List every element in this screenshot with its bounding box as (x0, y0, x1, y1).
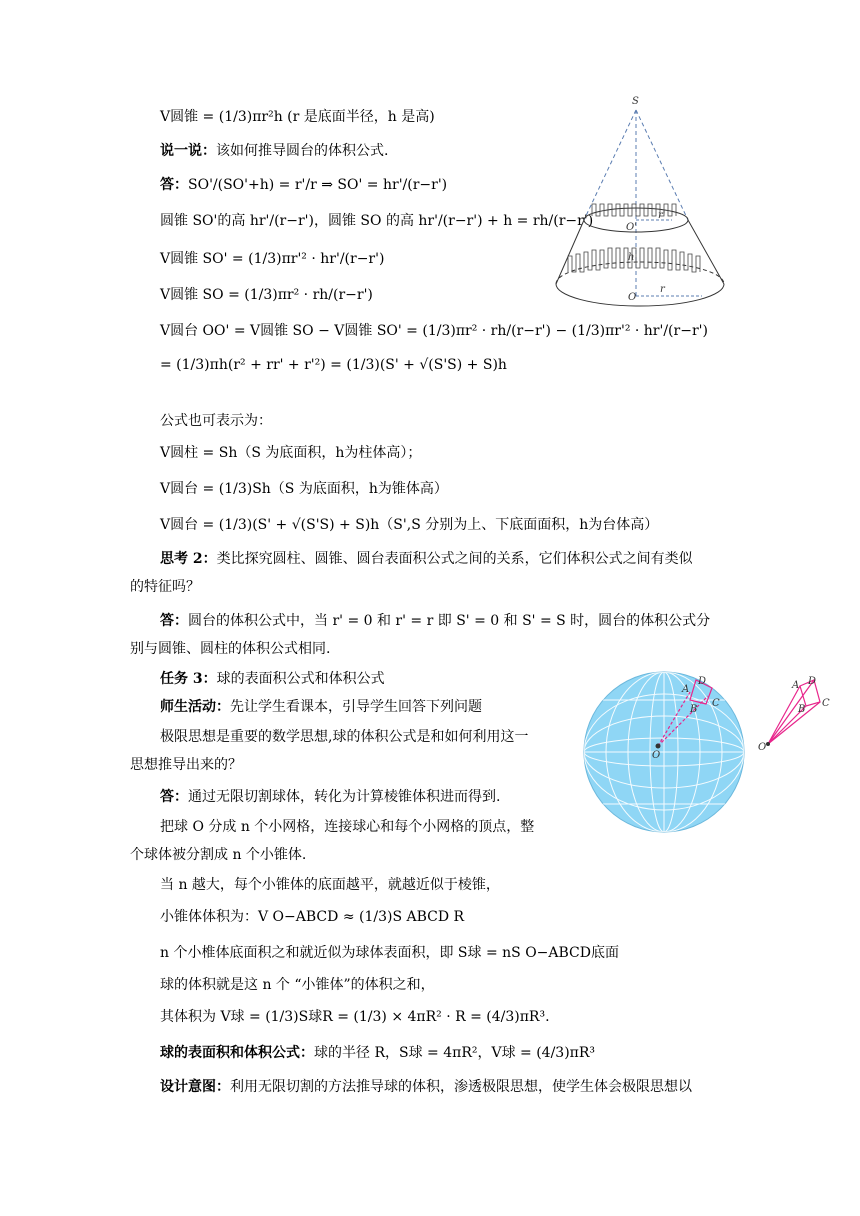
line-text: 别与圆锥、圆柱的体积公式相同. (130, 641, 331, 657)
label-O: O (652, 750, 661, 761)
line-text: 利用无限切割的方法推导球的体积，渗透极限思想，使学生体会极限思想以 (230, 1079, 692, 1095)
bold-prefix: 答： (160, 613, 188, 629)
line-shuoyishuo (160, 142, 388, 160)
line-v-frustum-sh (160, 480, 448, 498)
line-divide-sphere-cont (130, 846, 306, 864)
line-sphere-volume-calc (160, 1008, 550, 1026)
line-activity (160, 698, 482, 716)
bold-prefix: 师生活动： (160, 699, 230, 715)
line-text: V圆锥 SO' = (1/3)πr'² · hr'/(r−r') (160, 251, 385, 267)
line-text: V圆台 OO' = V圆锥 SO − V圆锥 SO' = (1/3)πr² · rh/(r−r') − (1/3)πr'² · hr'/(r−r') (160, 323, 708, 339)
line-limit-idea-cont (130, 756, 242, 774)
frustum-figure (552, 94, 732, 314)
line-answer-cut (160, 788, 500, 806)
label-O-prime: O' (626, 222, 637, 233)
label-C: C (712, 698, 720, 709)
line-formula-intro (160, 412, 272, 430)
bold-prefix: 答： (160, 177, 188, 193)
line-text: 圆台的体积公式中，当 r' = 0 和 r' = r 即 S' = 0 和 S' = S 时，圆台的体积公式分 (188, 613, 711, 629)
line-text: 把球 O 分成 n 个小网格，连接球心和每个小网格的顶点，整 (160, 819, 535, 835)
line-text: 小锥体体积为：V O−ABCD ≈ (1/3)S ABCD R (160, 909, 465, 925)
line-text: V圆台 = (1/3)Sh（S 为底面积，h为锥体高） (160, 481, 448, 497)
line-cone-volume (160, 108, 435, 126)
line-text: 球的体积就是这 n 个 “小锥体”的体积之和， (160, 977, 435, 993)
line-text: 个球体被分割成 n 个小锥体. (130, 847, 307, 863)
label-C: C (822, 698, 830, 709)
line-task3 (160, 670, 385, 688)
bold-prefix: 说一说： (160, 143, 216, 159)
line-design-intent (160, 1078, 692, 1096)
line-sphere-formulas (160, 1044, 595, 1062)
label-S: S (632, 96, 639, 107)
line-answer-frustum (160, 612, 710, 630)
line-text: V圆柱 = Sh（S 为底面积，h为柱体高）； (160, 445, 422, 461)
line-text: 的特征吗？ (130, 579, 200, 595)
line-text: 球的半径 R，S球 = 4πR²，V球 = (4/3)πR³ (314, 1045, 596, 1061)
line-v-frustum-diff (160, 322, 708, 340)
line-surface-sum (160, 944, 619, 962)
line-text: 类比探究圆柱、圆锥、圆台表面积公式之间的关系，它们体积公式之间有类似 (216, 551, 693, 567)
line-divide-sphere (160, 818, 534, 836)
line-limit-idea (160, 728, 528, 746)
pyramid-figure (756, 676, 832, 756)
bold-prefix: 球的表面积和体积公式： (160, 1045, 314, 1061)
line-text: 先让学生看课本，引导学生回答下列问题 (230, 699, 482, 715)
line-text: n 个小椎体底面积之和就近似为球体表面积，即 S球 = nS O−ABCD底面 (160, 945, 619, 961)
line-text: SO'/(SO'+h) = r'/r ⇒ SO' = hr'/(r−r') (188, 177, 448, 193)
label-O: O (758, 742, 767, 753)
line-text: 极限思想是重要的数学思想,球的体积公式是和如何利用这一 (160, 729, 529, 745)
line-text: V圆台 = (1/3)(S' + √(S'S) + S)h（S',S 分别为上、下底面面积，h为台体高） (160, 517, 659, 533)
sphere-figure (582, 670, 746, 834)
line-think2-cont (130, 578, 200, 596)
label-r-prime: r' (658, 210, 666, 221)
line-v-big-cone (160, 286, 373, 304)
line-text: V圆锥 SO = (1/3)πr² · rh/(r−r') (160, 287, 373, 303)
line-v-frustum-full (160, 516, 658, 534)
label-A: A (792, 680, 800, 691)
label-r: r (660, 284, 665, 295)
line-text: = (1/3)πh(r² + rr' + r'²) = (1/3)(S' + √(S'S) + S)h (160, 357, 507, 373)
bold-prefix: 思考 2： (160, 551, 217, 567)
line-answer-ratio (160, 176, 447, 194)
line-text: 当 n 越大，每个小锥体的底面越平，就越近似于棱锥， (160, 877, 500, 893)
label-B: B (798, 704, 806, 715)
label-A: A (682, 684, 690, 695)
line-text: 思想推导出来的？ (130, 757, 242, 773)
line-small-cone-volume (160, 908, 464, 926)
line-v-cylinder (160, 444, 421, 462)
label-B: B (690, 704, 698, 715)
bold-prefix: 答： (160, 789, 188, 805)
line-v-small-cone (160, 250, 384, 268)
line-sphere-sum (160, 976, 435, 994)
line-text: 球的表面积公式和体积公式 (216, 671, 385, 687)
bold-prefix: 任务 3： (160, 671, 217, 687)
line-heights (160, 212, 593, 230)
line-think2 (160, 550, 693, 568)
label-D: D (698, 676, 707, 687)
line-text: 通过无限切割球体，转化为计算棱锥体积进而得到. (188, 789, 501, 805)
label-D: D (808, 676, 817, 687)
label-h: h (628, 252, 635, 263)
line-n-larger (160, 876, 500, 894)
line-text: V圆锥 = (1/3)πr²h (r 是底面半径，h 是高) (160, 109, 435, 125)
line-text: 公式也可表示为： (160, 413, 272, 429)
line-text: 其体积为 V球 = (1/3)S球R = (1/3) × 4πR² · R = (4/3)πR³. (160, 1009, 550, 1025)
bold-prefix: 设计意图： (160, 1079, 230, 1095)
line-v-frustum-result (160, 356, 507, 374)
line-text: 该如何推导圆台的体积公式. (216, 143, 389, 159)
line-text: 圆锥 SO'的高 hr'/(r−r')，圆锥 SO 的高 hr'/(r−r') + h = rh/(r−r') (160, 213, 594, 229)
line-answer-frustum-cont (130, 640, 330, 658)
label-O: O (628, 292, 637, 303)
